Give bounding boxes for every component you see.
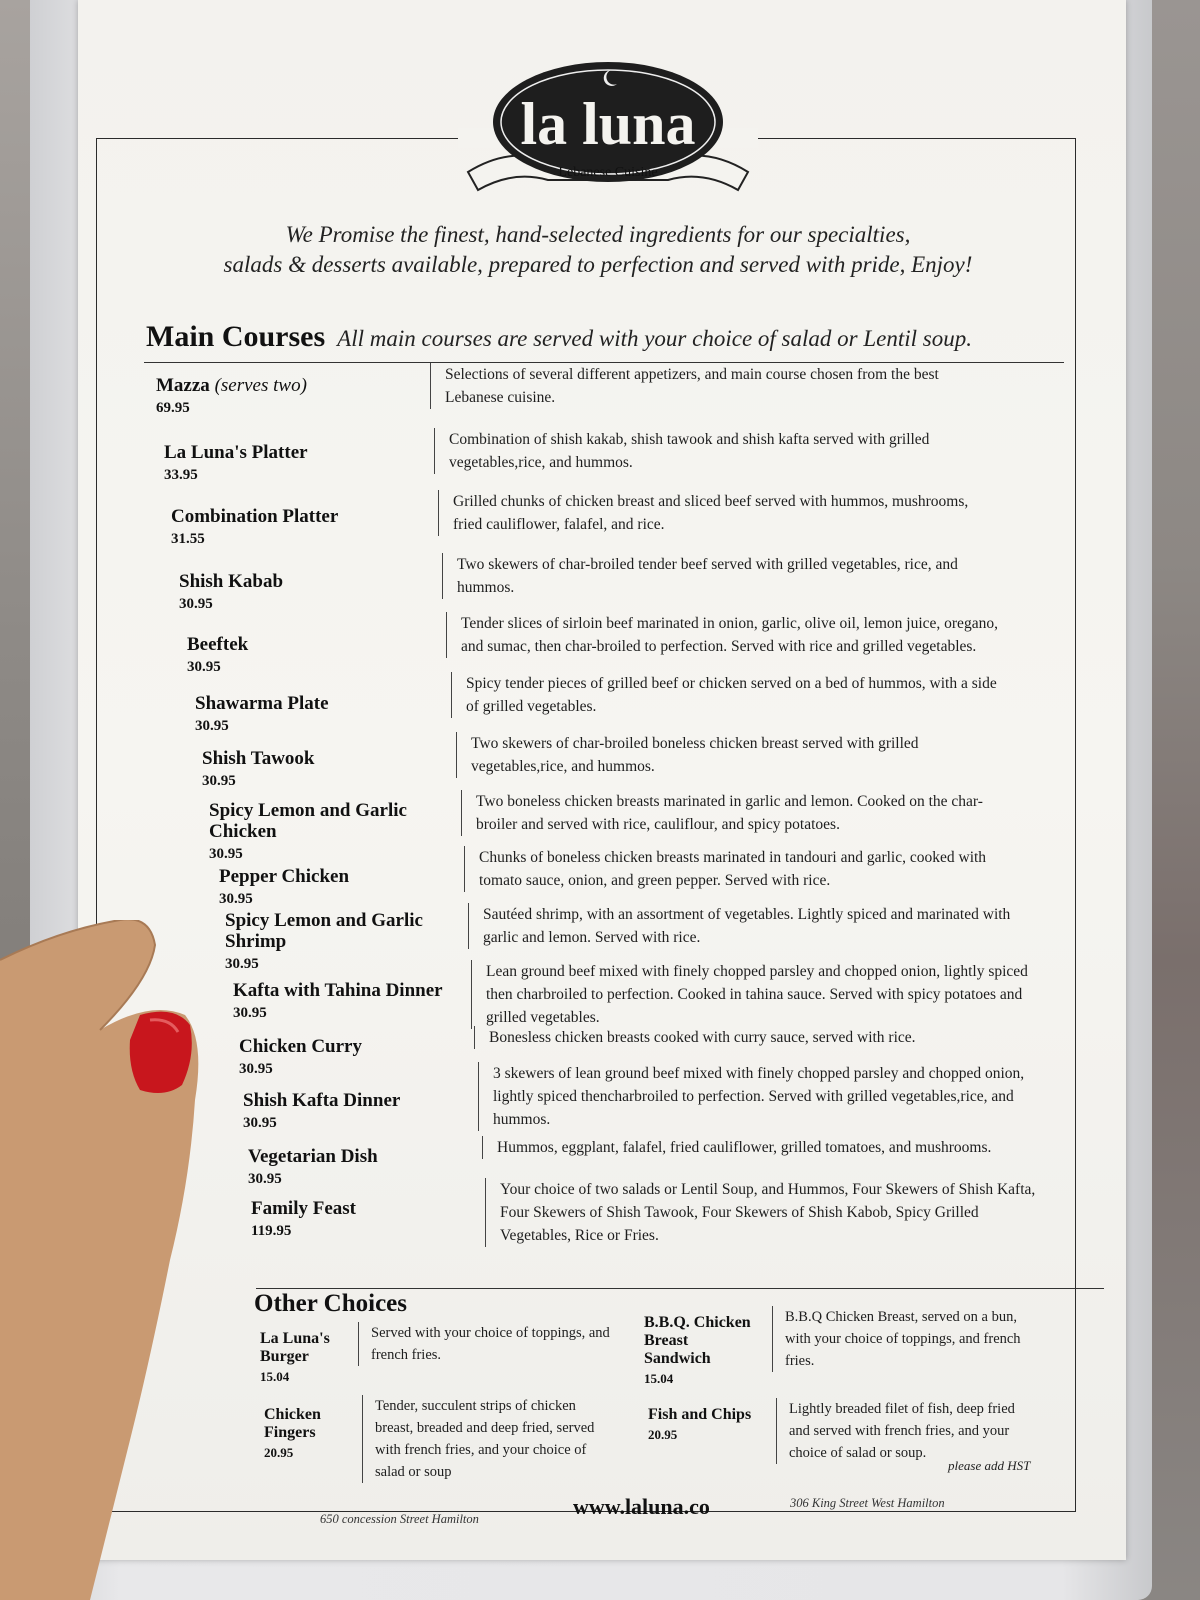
menu-item-description: Two boneless chicken breasts marinated in garlic and lemon. Cooked on the char-broiler and served with rice, cauliflour, and spicy potatoes. (461, 790, 1021, 836)
other-item-name (264, 1406, 374, 1462)
other-choices-rule (256, 1288, 1104, 1289)
menu-item-description: Two skewers of char-broiled boneless chicken breast served with grilled vegetables,rice, and hummos. (456, 732, 1016, 778)
item-title: Fish and Chips (648, 1406, 752, 1423)
footer-address-right: 306 King Street West Hamilton (790, 1496, 945, 1510)
menu-item-name (156, 375, 416, 419)
item-price: 15.04 (260, 1369, 290, 1384)
intro-text (138, 220, 1058, 280)
menu-page (78, 0, 1126, 1560)
item-title: B.B.Q. Chicken Breast Sandwich (644, 1314, 751, 1367)
item-price: 30.95 (195, 718, 229, 734)
menu-item-description: Bonesless chicken breasts cooked with curry sauce, served with rice. (474, 1026, 1034, 1049)
other-item-description: Lightly breaded filet of fish, deep fried and served with french fries, and your choice of salad or soup. (776, 1398, 1039, 1464)
other-item-description: B.B.Q Chicken Breast, served on a bun, with your choice of toppings, and french fries. (772, 1306, 1025, 1372)
other-item-name (644, 1314, 754, 1388)
menu-item-name (202, 748, 462, 792)
item-title: La Luna's Burger (260, 1330, 330, 1365)
menu-item-name (171, 506, 431, 550)
menu-item-name (243, 1090, 503, 1134)
menu-item-description: Your choice of two salads or Lentil Soup, and Hummos, Four Skewers of Shish Kafta, Four Skewers of Shish Tawook, Four Skewers of Shish Kabob, Spicy Grilled Vegetables, Rice or Fries. (485, 1178, 1045, 1247)
item-title: Kafta with Tahina Dinner (233, 980, 443, 1001)
menu-item-description: 3 skewers of lean ground beef mixed with finely chopped parsley and chopped onion, lightly spiced thencharbroiled to perfection. Served with grilled vegetables,rice, and hummos. (478, 1062, 1038, 1131)
item-title: Beeftek (187, 634, 249, 655)
item-price: 30.95 (239, 1061, 273, 1077)
item-price: 30.95 (233, 1005, 267, 1021)
item-title: Shish Kabab (179, 571, 284, 592)
item-note: (serves two) (214, 375, 307, 396)
menu-item-name (239, 1036, 499, 1080)
main-courses-header (146, 320, 1076, 354)
menu-item-description: Grilled chunks of chicken breast and sliced beef served with hummos, mushrooms, fried cauliflower, falafel, and rice. (438, 490, 998, 536)
main-courses-title: Main Courses (146, 320, 326, 353)
item-price: 119.95 (251, 1223, 292, 1239)
item-price: 30.95 (243, 1115, 277, 1131)
item-title: Vegetarian Dish (248, 1146, 378, 1167)
menu-item-name (225, 910, 485, 975)
footer-address-left: 650 concession Street Hamilton (320, 1512, 479, 1526)
la-luna-logo (448, 52, 768, 202)
intro-line-2: salads & desserts available, prepared to perfection and served with pride, Enjoy! (223, 252, 973, 277)
item-title: Spicy Lemon and Garlic Chicken (209, 800, 407, 842)
menu-item-name (219, 866, 479, 910)
item-price: 30.95 (225, 956, 259, 972)
item-price: 20.95 (648, 1427, 678, 1442)
item-price: 30.95 (179, 596, 213, 612)
menu-item-description: Tender slices of sirloin beef marinated in onion, garlic, olive oil, lemon juice, oregano, and sumac, then char-broiled to perfection. Served with rice and grilled vegetables. (446, 612, 1006, 658)
item-title: Combination Platter (171, 506, 339, 527)
item-price: 31.55 (171, 531, 205, 547)
item-price: 69.95 (156, 400, 190, 416)
menu-item-name (179, 571, 439, 615)
intro-line-1: We Promise the finest, hand-selected ingredients for our specialties, (285, 222, 911, 247)
menu-item-name (187, 634, 447, 678)
other-item-description: Tender, succulent strips of chicken breast, breaded and deep fried, served with french fries, and your choice of salad or soup (362, 1395, 615, 1483)
item-title: Shish Tawook (202, 748, 315, 769)
other-item-name (260, 1330, 370, 1386)
item-price: 33.95 (164, 467, 198, 483)
menu-item-description: Hummos, eggplant, falafel, fried cauliflower, grilled tomatoes, and mushrooms. (482, 1136, 1042, 1159)
item-title: Chicken Curry (239, 1036, 362, 1057)
menu-item-name (195, 693, 455, 737)
menu-item-description: Selections of several different appetizers, and main course chosen from the best Lebanese cuisine. (430, 363, 990, 409)
item-title: Family Feast (251, 1198, 357, 1219)
item-price: 15.04 (644, 1371, 674, 1386)
menu-item-name (209, 800, 469, 865)
menu-item-description: Spicy tender pieces of grilled beef or chicken served on a bed of hummos, with a side of grilled vegetables. (451, 672, 1011, 718)
menu-item-description: Two skewers of char-broiled tender beef served with grilled vegetables, rice, and hummos. (442, 553, 1002, 599)
hst-note: please add HST (948, 1458, 1031, 1473)
menu-item-name (251, 1198, 511, 1242)
other-item-name (648, 1406, 758, 1444)
other-choices-title: Other Choices (254, 1290, 407, 1317)
item-price: 30.95 (209, 846, 243, 862)
item-title: Shish Kafta Dinner (243, 1090, 401, 1111)
item-title: Spicy Lemon and Garlic Shrimp (225, 910, 423, 952)
item-price: 30.95 (202, 773, 236, 789)
menu-item-description: Sautéed shrimp, with an assortment of vegetables. Lightly spiced and marinated with garlic and lemon. Served with rice. (468, 903, 1028, 949)
menu-item-name (248, 1146, 508, 1190)
main-courses-subtitle: All main courses are served with your choice of salad or Lentil soup. (337, 326, 972, 351)
menu-item-name (233, 980, 493, 1024)
item-title: Shawarma Plate (195, 693, 329, 714)
item-title: Mazza (156, 375, 210, 396)
item-title: Chicken Fingers (264, 1406, 321, 1441)
hand-holding-menu (0, 920, 200, 1600)
item-title: La Luna's Platter (164, 442, 308, 463)
menu-item-name (164, 442, 424, 486)
logo-text: la luna (520, 91, 696, 157)
footer-website: www.laluna.co (573, 1494, 710, 1519)
item-price: 30.95 (219, 891, 253, 907)
logo-tagline: Lebanese Cuisine (558, 165, 658, 180)
menu-item-description: Chunks of boneless chicken breasts marinated in tandouri and garlic, cooked with tomato sauce, onion, and green pepper. Served with rice. (464, 846, 1024, 892)
item-price: 30.95 (187, 659, 221, 675)
item-title: Pepper Chicken (219, 866, 350, 887)
item-price: 20.95 (264, 1445, 294, 1460)
other-item-description: Served with your choice of toppings, and french fries. (358, 1322, 611, 1366)
menu-item-description: Combination of shish kakab, shish tawook and shish kafta served with grilled vegetables,rice, and hummos. (434, 428, 994, 474)
item-price: 30.95 (248, 1171, 282, 1187)
menu-item-description: Lean ground beef mixed with finely chopped parsley and chopped onion, lightly spiced then charbroiled to perfection. Cooked in tahina sauce. Served with spicy potatoes and grilled vegetables. (471, 960, 1031, 1029)
